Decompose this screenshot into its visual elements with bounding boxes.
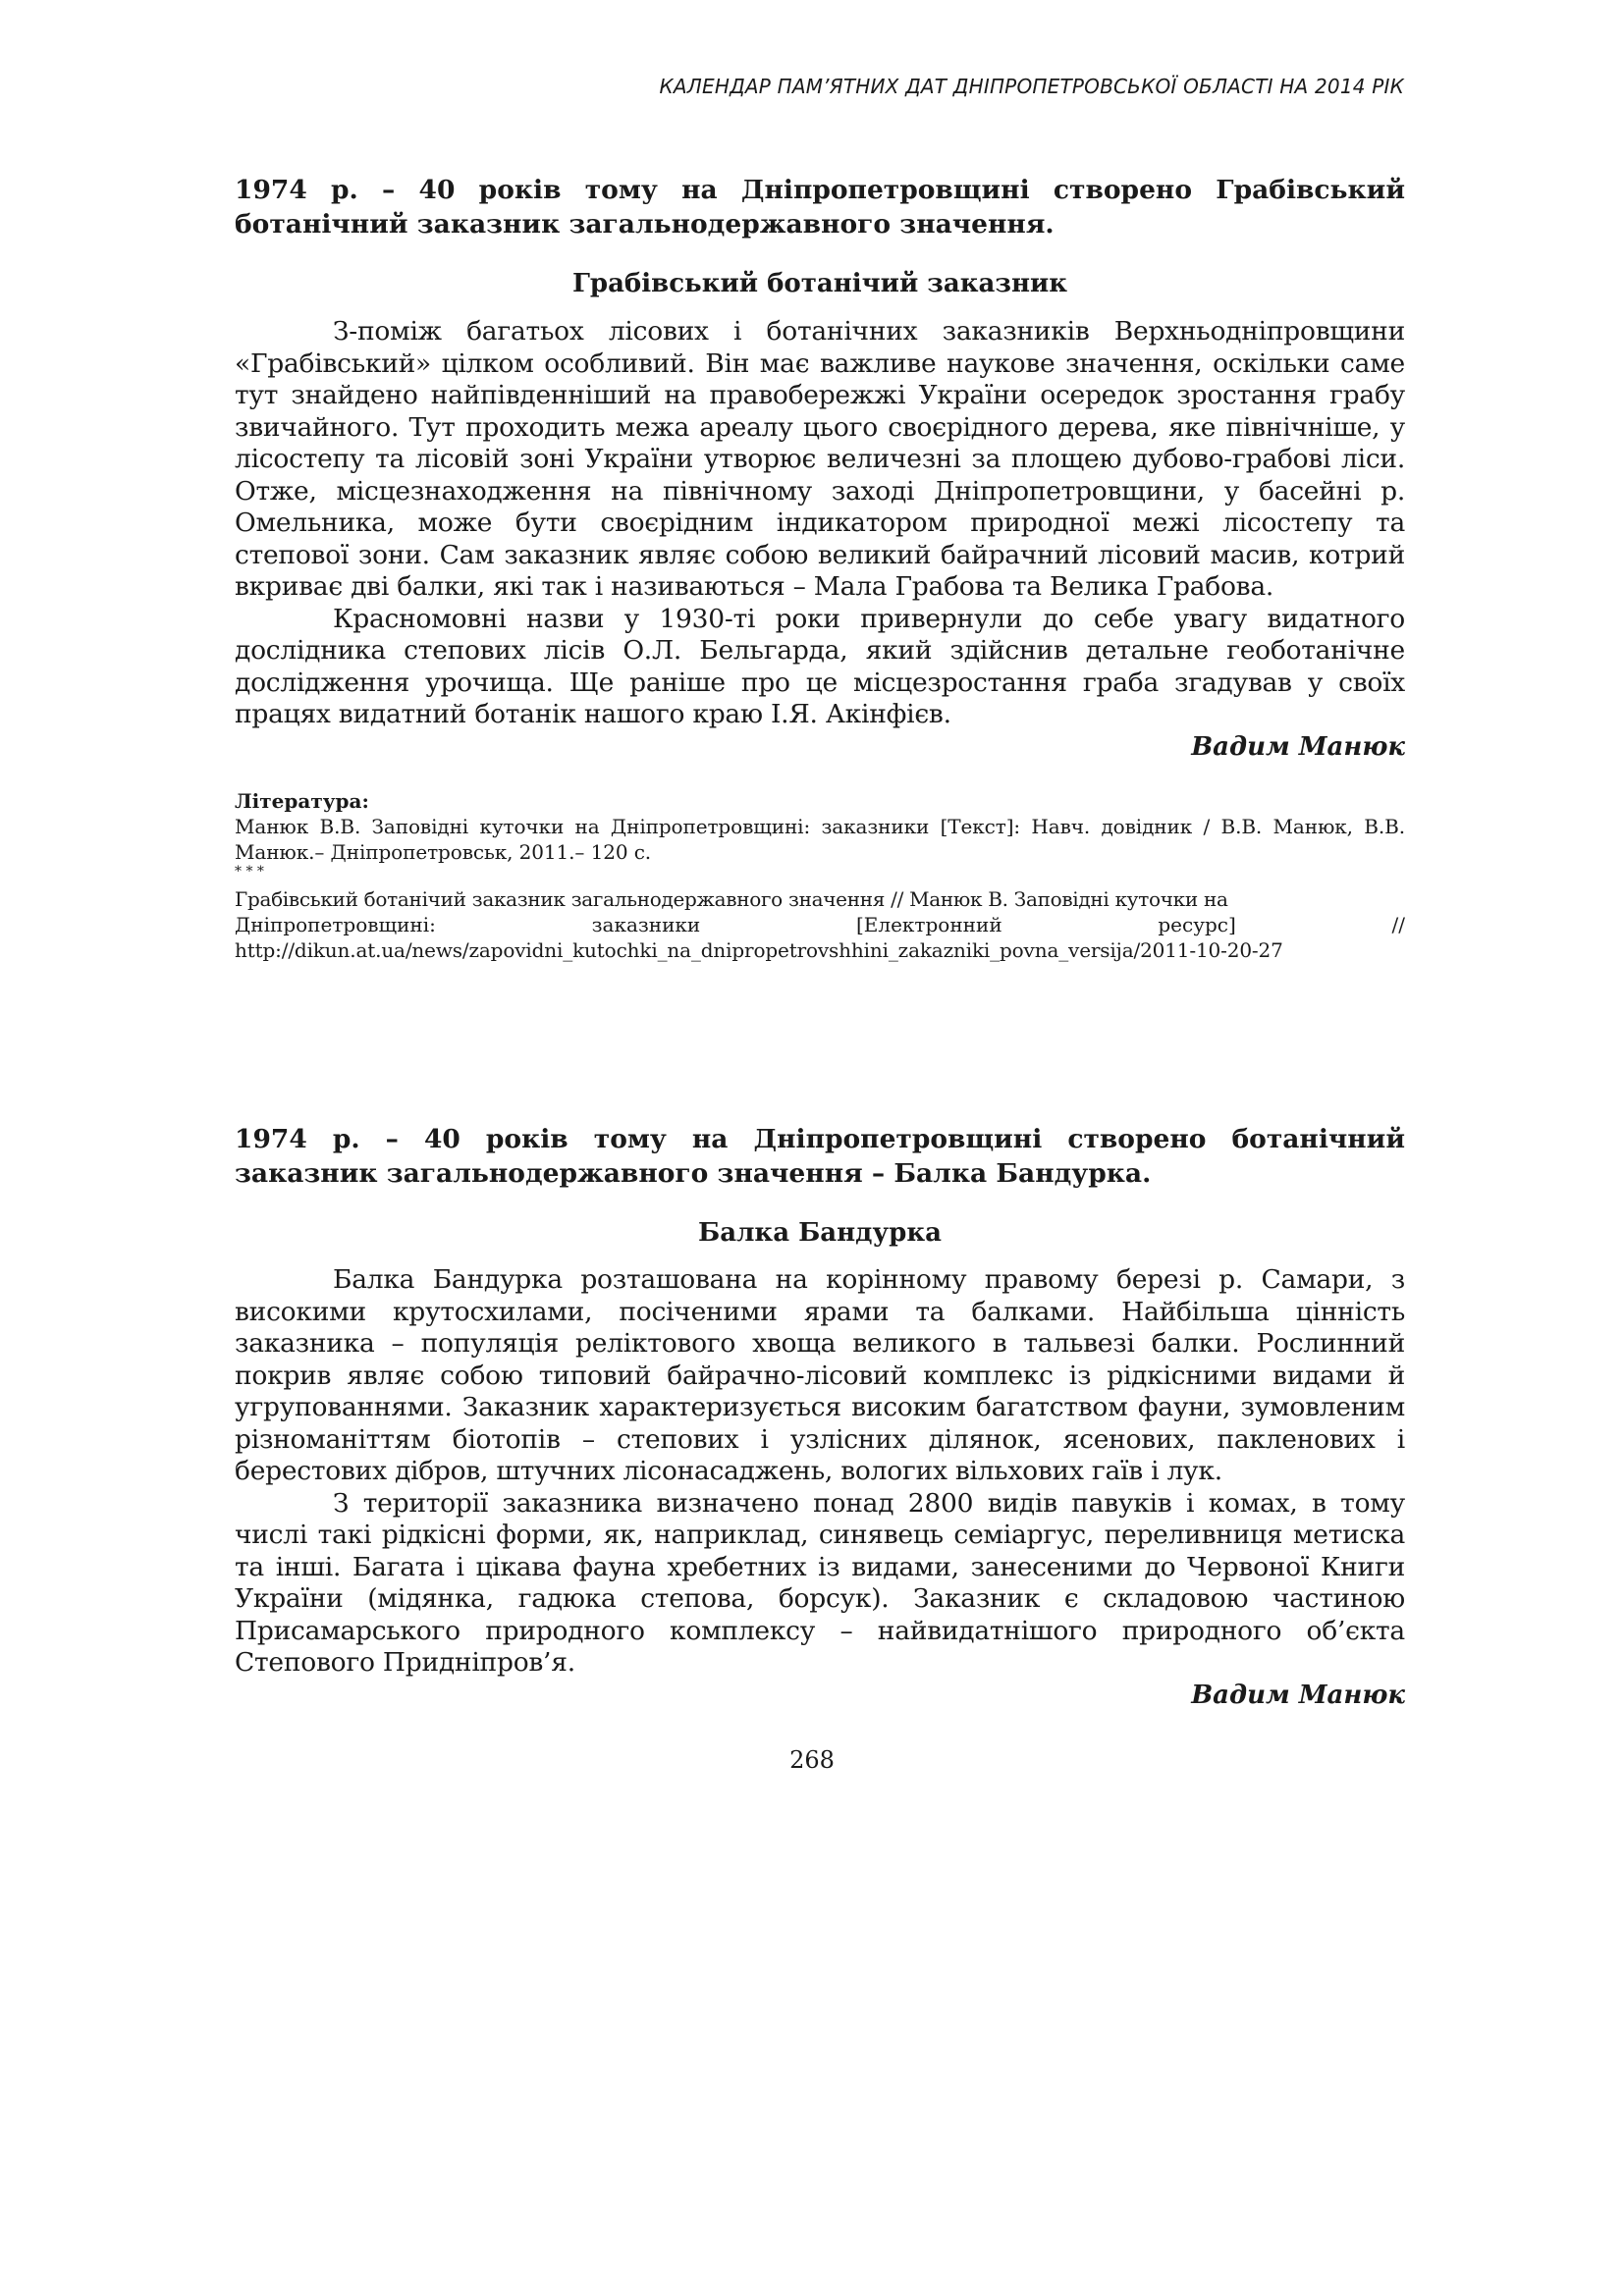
literature-word: // [1391, 912, 1405, 936]
section-subtitle: Грабівський ботанічий заказник [571, 269, 1068, 298]
section-title: 1974 р. – 40 років тому на Дніпропетровщині створено Грабівський ботанічний заказник загальнодержавного значення. [235, 175, 1405, 240]
running-header: КАЛЕНДАР ПАМ’ЯТНИХ ДАТ ДНІПРОПЕТРОВСЬКОЇ ОБЛАСТІ НА 2014 РІК [659, 75, 1404, 98]
literature-word: [Електронний [855, 912, 1002, 936]
author-signature: Вадим Манюк [1191, 731, 1405, 762]
literature-word: заказники [591, 912, 701, 936]
section-subtitle: Балка Бандурка [698, 1218, 942, 1248]
literature-url: http://dikun.at.ua/news/zapovidni_kutochki_na_dnipropetrovshhini_zakazniki_povna_versija/2011-10-20-27 [235, 937, 1283, 962]
page-number: 268 [789, 1746, 835, 1774]
literature-item-line [235, 912, 1405, 937]
literature-separator: * * * [235, 863, 264, 880]
literature-word: ресурс] [1158, 912, 1236, 936]
section-title: 1974 р. – 40 років тому на Дніпропетровщині створено ботанічний заказник загальнодержавного значення – Балка Бандурка. [235, 1124, 1405, 1189]
author-signature: Вадим Манюк [1191, 1680, 1405, 1710]
paragraph: З-поміж багатьох лісових і ботанічних заказників Верхньодніпровщини «Грабівський» цілком особливий. Він має важливе наукове значення, оскільки саме тут знайдено найпівденніший на правобережжі України осередок зростання грабу звичайного. Тут проходить межа ареалу цього своєрідного дерева, яке північніше, у лісостепу та лісовій зоні України утворює величезні за площею дубово-грабові ліси. Отже, місцезнаходження на північному заході Дніпропетровщини, у басейні р. Омельника, може бути своєрідним індикатором природної межі лісостепу та степової зони. Сам заказник являє собою великий байрачний лісовий масив, котрий вкриває дві балки, які так і називаються – Мала Грабова та Велика Грабова. [235, 316, 1405, 602]
literature-item: Грабівський ботанічий заказник загальнодержавного значення // Манюк В. Заповідні куточки на [235, 886, 1228, 911]
literature-item: Манюк В.В. Заповідні куточки на Дніпропетровщині: заказники [Текст]: Навч. довідник / В.В. Манюк, В.В. Манюк.– Дніпропетровськ, 2011.– 120 с. [235, 814, 1405, 864]
literature-block [235, 788, 1405, 963]
section-body [235, 1264, 1405, 1711]
section-balka-bandurka [235, 1122, 1405, 1711]
paragraph: З території заказника визначено понад 2800 видів павуків і комах, в тому числі такі рідкісні форми, як, наприклад, синявець семіаргус, переливниця метиска та інші. Багата і цікава фауна хребетних із видами, занесеними до Червоної Книги України (мідянка, гадюка степова, борсук). Заказник є складовою частиною Присамарського природного комплексу – найвидатнішого природного об’єкта Степового Придніпров’я. [235, 1487, 1405, 1678]
literature-word: Дніпропетровщині: [235, 912, 436, 936]
paragraph: Балка Бандурка розташована на корінному правому березі р. Самари, з високими крутосхилами, посіченими ярами та балками. Найбільша цінність заказника – популяція реліктового хвоща великого в тальвезі балки. Рослинний покрив являє собою типовий байрачно-лісовий комплекс із рідкісними видами й угрупованнями. Заказник характеризується високим багатством фауни, зумовленим різноманіттям біотопів – степових і узлісних ділянок, ясенових, пакленових і берестових дібров, штучних лісонасаджень, вологих вільхових гаїв і лук. [235, 1264, 1405, 1486]
paragraph: Красномовні назви у 1930-ті роки привернули до себе увагу видатного дослідника степових лісів О.Л. Бельгарда, який здійснив детальне геоботанічне дослідження урочища. Ще раніше про це місцезростання граба згадував у своїх працях видатний ботанік нашого краю І.Я. Акінфієв. [235, 603, 1405, 729]
section-body [235, 316, 1405, 763]
section-grabivskyi [235, 173, 1405, 963]
literature-heading: Література: [235, 788, 369, 813]
